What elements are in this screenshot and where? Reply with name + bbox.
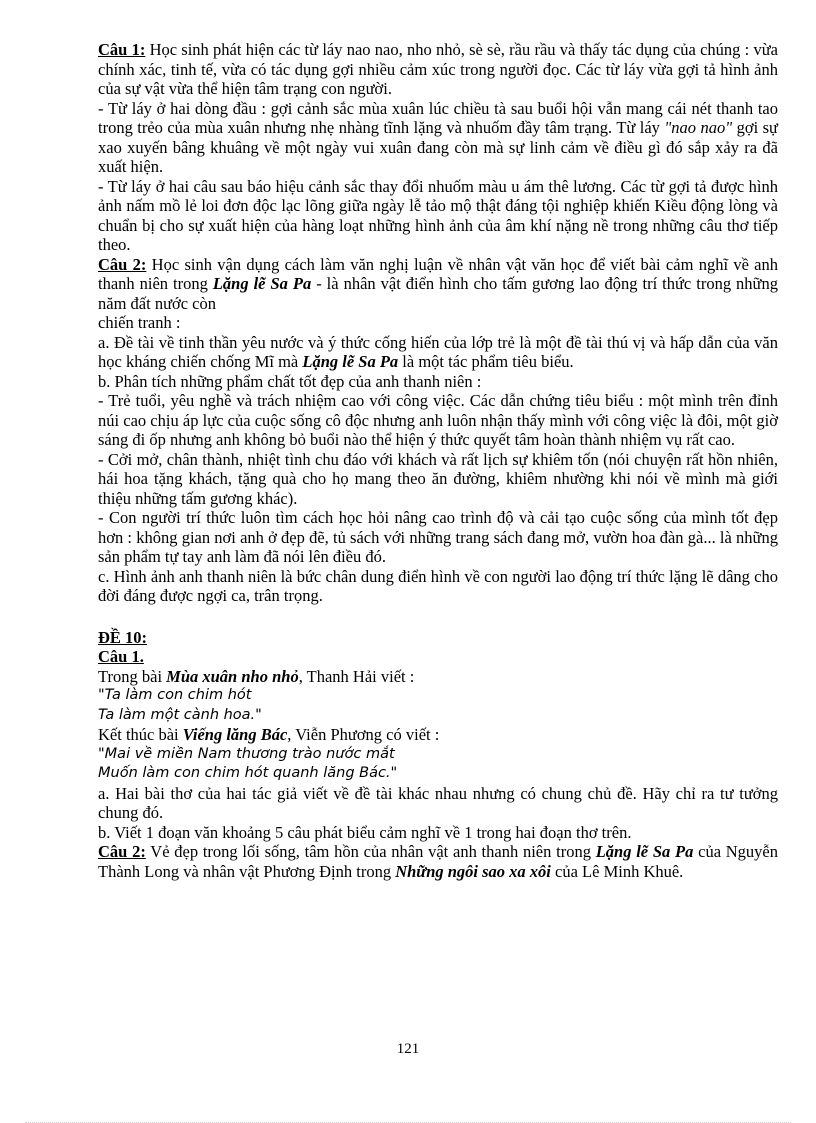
- cau1-point-1-quote: "nao nao": [664, 118, 733, 137]
- cau1-point-1-text-b: gợi sự xao xuyến bâng khuâng về một ngày vui xuân đang còn mà sự linh cảm về điều gì đó sắp xảy ra đã xuất hiện.: [98, 118, 778, 176]
- cau1-label: Câu 1:: [98, 40, 146, 59]
- de10-poem1-line-2: Ta làm một cành hoa.": [98, 706, 262, 723]
- cau2-part-a: [98, 333, 778, 372]
- de10-cau1-part-a: a. Hai bài thơ của hai tác giả viết về đề tài khác nhau nhưng có chung chủ đề. Hãy chỉ ra tư tưởng chung đó.: [98, 783, 778, 822]
- de10-cau2: [98, 842, 778, 881]
- de10-poem1-line-1: "Ta làm con chim hót: [98, 687, 252, 703]
- cau1-intro-text: Học sinh phát hiện các từ láy nao nao, nho nhỏ, sè sè, rầu rầu và thấy tác dụng của chúng : vừa chính xác, tinh tế, vừa có tác dụng gợi nhiều cảm xúc trong người đọc. Các từ láy vừa gợi tả hình ảnh của sự vật vừa thể hiện tâm trạng con người.: [98, 40, 778, 98]
- cau2-intro-text-a: Học sinh vận dụng cách làm văn nghị luận về nhân vật văn học để viết bài cảm nghĩ về anh thanh niên trong: [98, 254, 779, 293]
- de10-cau2-label: Câu 2:: [98, 842, 146, 861]
- cau2-part-b: b. Phân tích những phẩm chất tốt đẹp của anh thanh niên :: [98, 371, 482, 391]
- de10-cau2-text-a: Vẻ đẹp trong lối sống, tâm hồn của nhân vật anh thanh niên trong: [145, 842, 596, 861]
- section-gap: [98, 606, 778, 628]
- cau1-point-2: - Từ láy ở hai câu sau báo hiệu cảnh sắc thay đổi nhuốm màu u ám thê lương. Các từ gợi tả được hình ảnh nấm mồ lẻ loi đơn độc lạc lõng giữa ngày lễ tảo mộ thật đáng tội nghiệp khiến Kiều động lòng và chuẩn bị cho sự xuất hiện của hàng loạt những hình ảnh của âm khí nặng nề trong những câu thơ tiếp theo.: [98, 176, 778, 254]
- cau2-intro-paragraph: [98, 255, 778, 314]
- de10-cau2-title-2: Những ngôi sao xa xôi: [395, 861, 551, 881]
- de10-cau1-line1-text-a: Trong bài: [98, 666, 167, 686]
- de10-poem2-line-2: Muốn làm con chim hót quanh lăng Bác.": [98, 765, 398, 781]
- de10-cau2-text-b: của Nguyễn Thành Long và nhân vật Phương Định trong: [98, 842, 779, 881]
- de10-cau2-text-c: của Lê Minh Khuê.: [550, 861, 684, 881]
- de10-cau1-line1-text-b: , Thanh Hải viết :: [298, 666, 415, 686]
- de10-cau1-poem1-title: Mùa xuân nho nhỏ: [166, 666, 299, 686]
- page-content: [98, 40, 778, 881]
- de10-cau2-title-1: Lặng lẽ Sa Pa: [595, 842, 694, 861]
- cau2-part-b-point-1: - Trẻ tuổi, yêu nghề và trách nhiệm cao với công việc. Các dẫn chứng tiêu biểu : một mình trên đỉnh núi cao chịu áp lực của cuộc sống cô độc nhưng anh luôn nhận thấy mình với công việc là đôi, một giờ sáng đi ốp nhưng anh không bỏ buổi nào thể hiện ý thức quyết tâm hoàn thành nhiệm vụ rất cao.: [98, 391, 778, 449]
- cau1-intro-paragraph: [98, 40, 778, 99]
- de10-cau1-line2-text-b: , Viễn Phương có viết :: [287, 725, 440, 744]
- cau2-part-c: c. Hình ảnh anh thanh niên là bức chân dung điển hình về con người lao động trí thức lặng lẽ dâng cho đời đáng được ngợi ca, trân trọng.: [98, 566, 778, 605]
- cau2-part-a-text-a: a. Đề tài về tinh thần yêu nước và ý thức cống hiến của lớp trẻ là một đề tài thú vị và hấp dẫn của văn học kháng chiến chống Mĩ mà: [98, 332, 778, 371]
- de10-cau1-poem2-title: Viếng lăng Bác: [182, 725, 288, 744]
- cau2-part-b-point-3: - Con người trí thức luôn tìm cách học hỏi nâng cao trình độ và cải tạo cuộc sống của mình tốt đẹp hơn : không gian nơi anh ở đẹp đẽ, tủ sách với những trang sách đang mở, vườn hoa đàn gà... là những sản phẩm tự tay anh làm đã nói lên điều đó.: [98, 508, 778, 566]
- de10-cau1-label: Câu 1.: [98, 647, 144, 666]
- cau1-point-1-text-a: - Từ láy ở hai dòng đầu : gợi cảnh sắc mùa xuân lúc chiều tà sau buổi hội vẫn mang cái nét thanh tao trong trẻo của mùa xuân nhưng nhẹ nhàng tĩnh lặng và nhuốm đầy tâm trạng. Từ láy: [98, 98, 778, 137]
- de10-title: ĐỀ 10:: [98, 627, 148, 647]
- de10-cau1-line1: [98, 667, 778, 687]
- cau2-intro-continuation: chiến tranh :: [98, 313, 181, 332]
- cau2-part-a-text-b: là một tác phẩm tiêu biểu.: [398, 352, 574, 371]
- cau2-part-b-point-2: - Cởi mở, chân thành, nhiệt tình chu đáo với khách và rất lịch sự khiêm tốn (nói chuyện rất hồn nhiên, hái hoa tặng khách, tặng quà cho họ mang theo ăn đường, khiêm nhường khi nói về mình mà giới thiệu những tấm gương khác).: [98, 449, 778, 508]
- cau2-part-a-title: Lặng lẽ Sa Pa: [302, 352, 399, 371]
- de10-poem2-line-1: "Mai về miền Nam thương trào nước mắt: [98, 745, 395, 762]
- page-number: 121: [396, 1041, 420, 1057]
- cau2-work-title: Lặng lẽ Sa Pa: [212, 274, 312, 293]
- cau2-label: Câu 2:: [98, 254, 147, 274]
- de10-cau1-line2: [98, 725, 778, 745]
- de10-cau1-part-b: b. Viết 1 đoạn văn khoảng 5 câu phát biểu cảm nghĩ về 1 trong hai đoạn thơ trên.: [98, 822, 632, 842]
- cau1-point-1: [98, 99, 778, 177]
- cau2-intro-text-b: - là nhân vật điển hình cho tấm gương lao động trí thức trong những năm đất nước còn: [98, 274, 778, 313]
- de10-cau1-line2-text-a: Kết thúc bài: [98, 725, 183, 744]
